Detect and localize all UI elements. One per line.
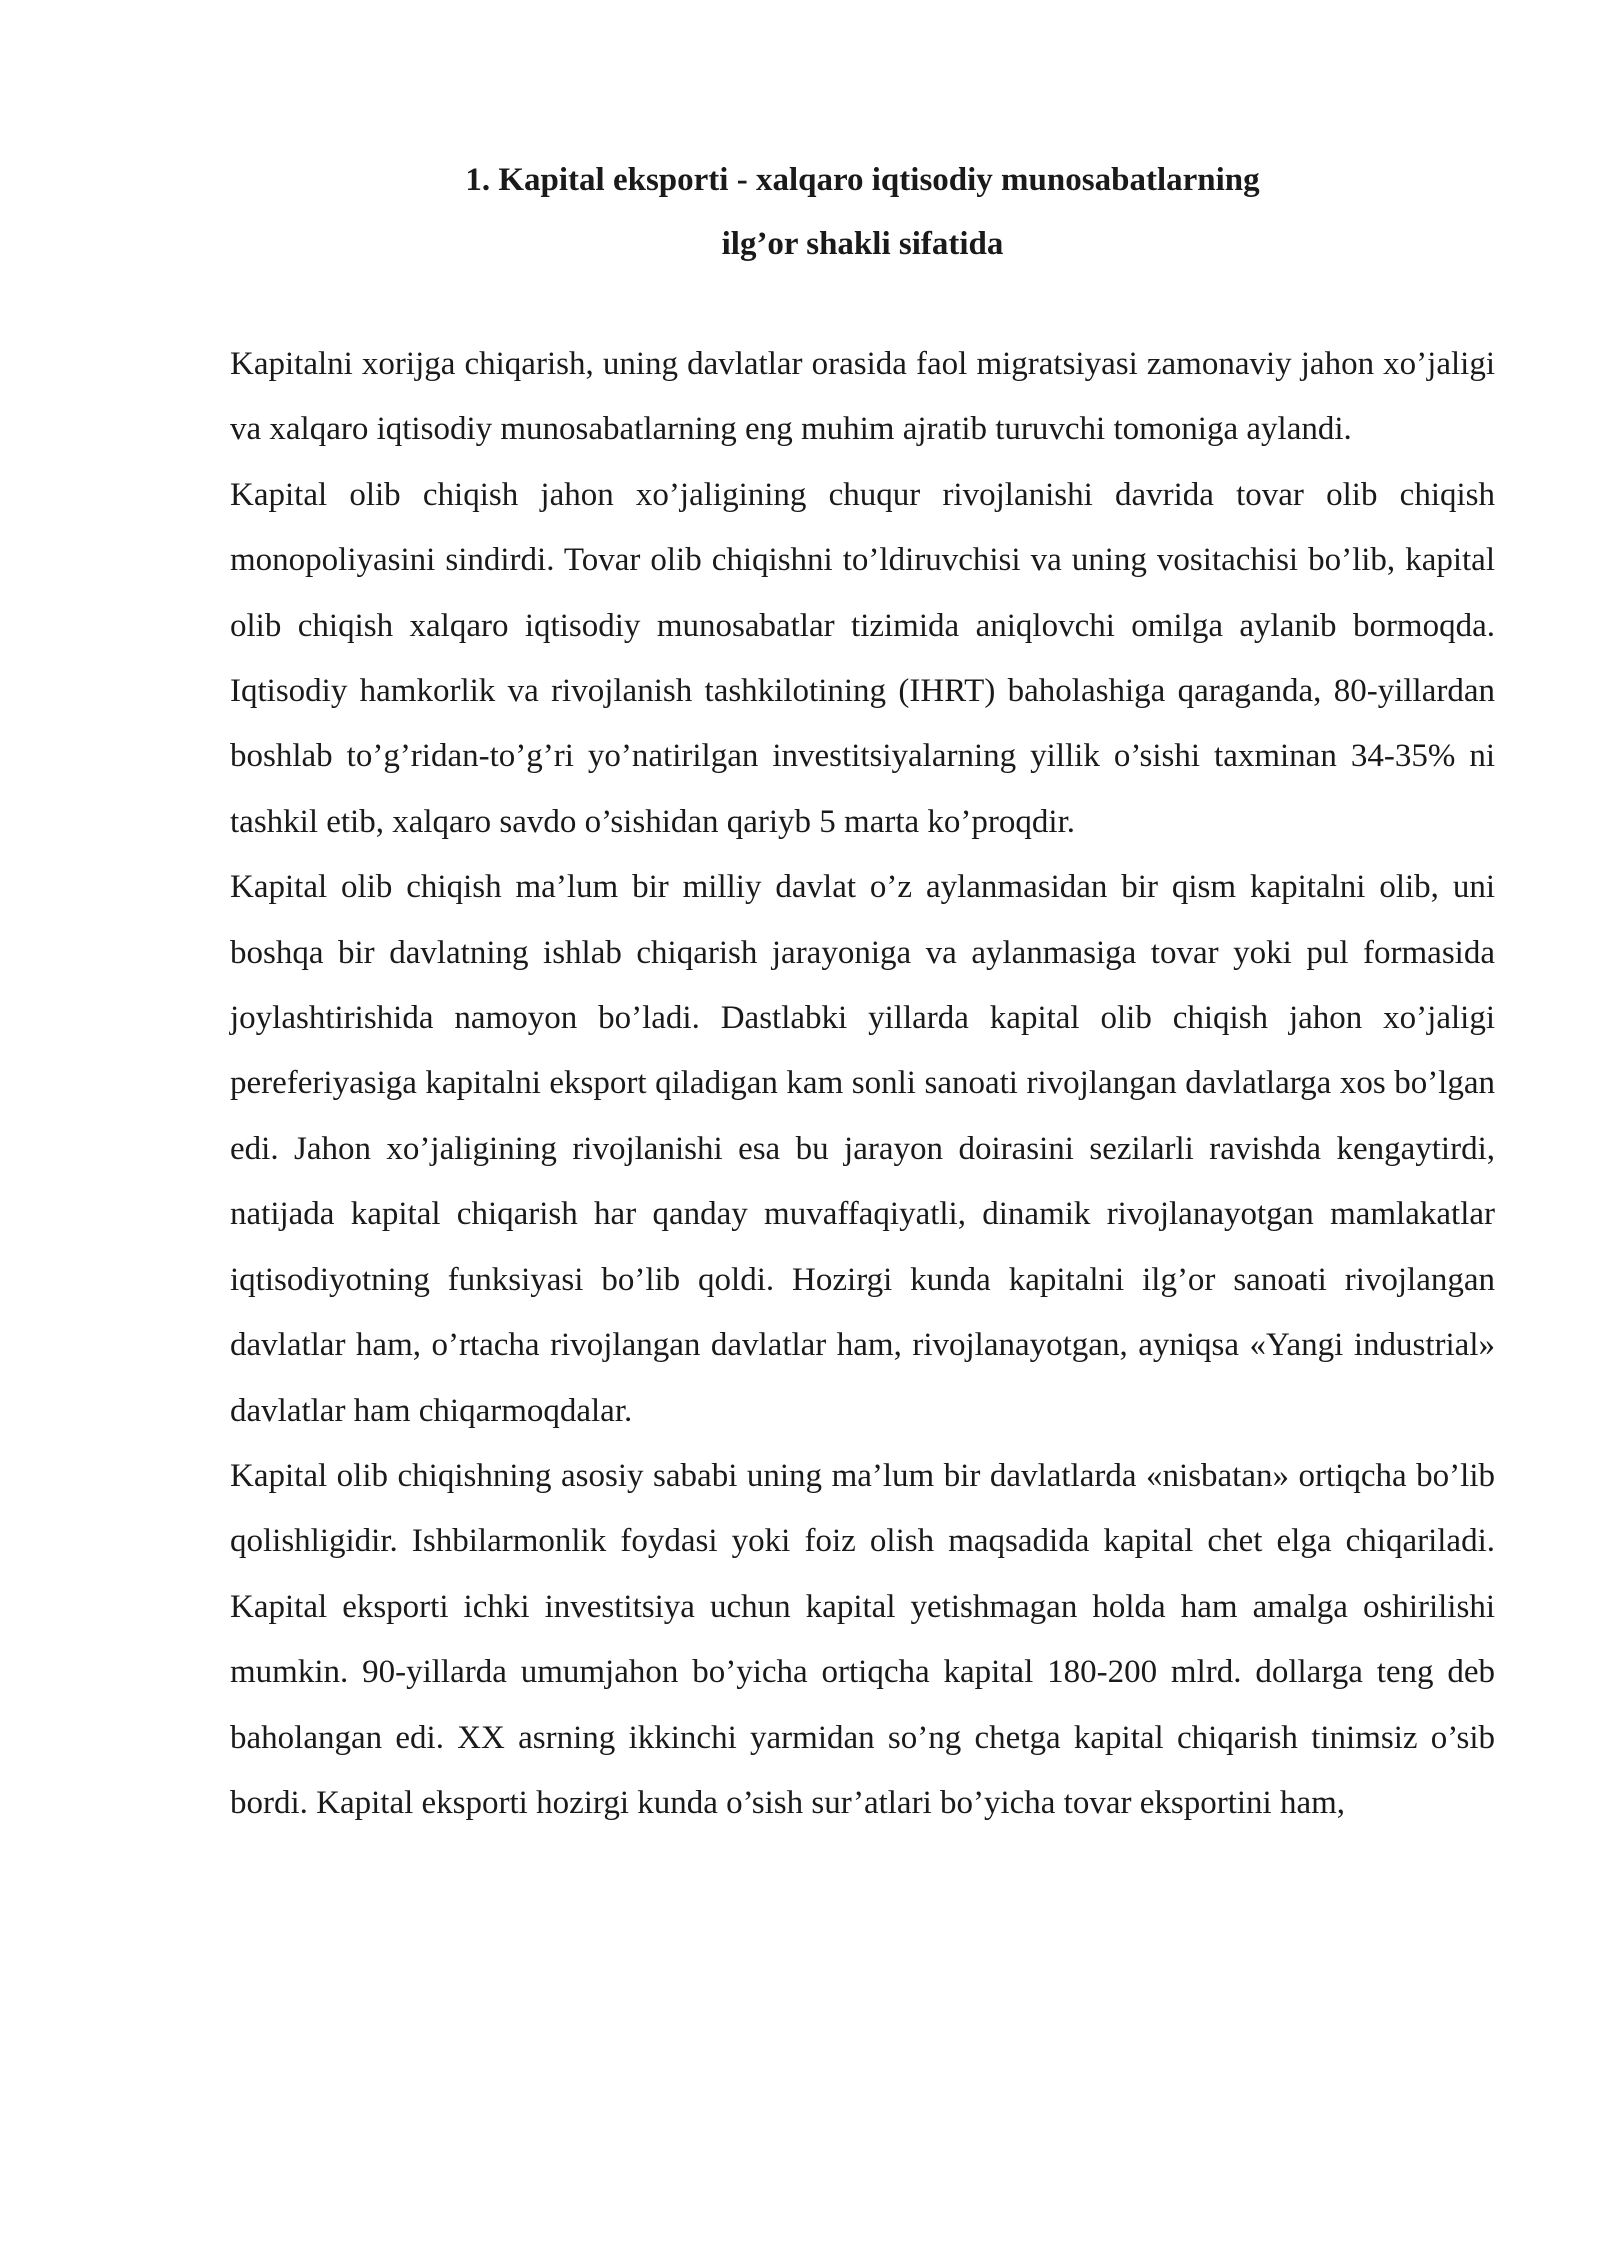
heading-line-2: ilg’or shakli sifatida: [721, 226, 1004, 262]
heading-line-1: 1. Kapital eksporti - xalqaro iqtisodiy munosabatlarning: [465, 162, 1260, 198]
paragraph-1: Kapitalni xorijga chiqarish, uning davlatlar orasida faol migratsiyasi zamonaviy jahon xo’jaligi va xalqaro iqtisodiy munosabatlarning eng muhim ajratib turuvchi tomoniga aylandi.: [230, 346, 1495, 448]
paragraph-3: Kapital olib chiqish ma’lum bir milliy davlat o’z aylanmasidan bir qism kapitalni olib, uni boshqa bir davlatning ishlab chiqarish jarayoniga va aylanmasiga tovar yoki pul formasida joylashtirishida namoyon bo’ladi. Dastlabki yillarda kapital olib chiqish jahon xo’jaligi pereferiyasiga kapitalni eksport qiladigan kam sonli sanoati rivojlangan davlatlarga xos bo’lgan edi. Jahon xo’jaligining rivojlanishi esa bu jarayon doirasini sezilarli ravishda kengaytirdi, natijada kapital chiqarish har qanday muvaffaqiyatli, dinamik rivojlanayotgan mamlakatlar iqtisodiyotning funksiyasi bo’lib qoldi. Hozirgi kunda kapitalni ilg’or sanoati rivojlangan davlatlar ham, o’rtacha rivojlangan davlatlar ham, rivojlanayotgan, ayniqsa «Yangi industrial» davlatlar ham chiqarmoqdalar.: [230, 869, 1495, 1429]
section-heading: [230, 148, 1495, 276]
paragraph-4: Kapital olib chiqishning asosiy sababi uning ma’lum bir davlatlarda «nisbatan» ortiqcha bo’lib qolishligidir. Ishbilarmonlik foydasi yoki foiz olish maqsadida kapital chet elga chiqariladi. Kapital eksporti ichki investitsiya uchun kapital yetishmagan holda ham amalga oshirilishi mumkin. 90-yillarda umumjahon bo’yicha ortiqcha kapital 180-200 mlrd. dollarga teng deb baholangan edi. XX asrning ikkinchi yarmidan so’ng chetga kapital chiqarish tinimsiz o’sib bordi. Kapital eksporti hozirgi kunda o’sish sur’atlari bo’yicha tovar eksportini ham,: [230, 1457, 1495, 1821]
paragraph-2: Kapital olib chiqish jahon xo’jaligining chuqur rivojlanishi davrida tovar olib chiqish monopoliyasini sindirdi. Tovar olib chiqishni to’ldiruvchisi va uning vositachisi bo’lib, kapital olib chiqish xalqaro iqtisodiy munosabatlar tizimida aniqlovchi omilga aylanib bormoqda. Iqtisodiy hamkorlik va rivojlanish tashkilotining (IHRT) baholashiga qaraganda, 80-yillardan boshlab to’g’ridan-to’g’ri yo’natirilgan investitsiyalarning yillik o’sishi taxminan 34-35% ni tashkil etib, xalqaro savdo o’sishidan qariyb 5 marta ko’proqdir.: [230, 476, 1495, 840]
